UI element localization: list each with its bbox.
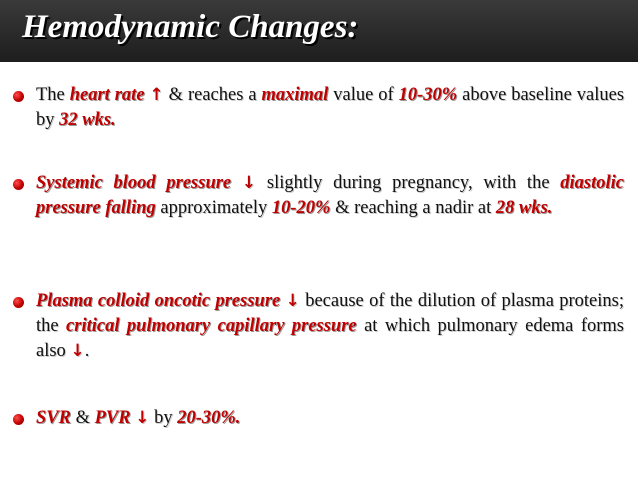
body-text: at which pulmonary edema forms also: [36, 316, 624, 361]
emphasis-text: SVR: [36, 408, 71, 428]
bullet-dot-icon: [13, 414, 24, 425]
emphasis-text: PVR: [94, 408, 131, 428]
arrow-icon: ↓: [135, 408, 150, 428]
body-text: & reaching a nadir at: [330, 198, 496, 218]
bullet-dot-icon: [13, 91, 24, 102]
body-text: &: [70, 408, 95, 428]
bullet-text: [36, 289, 624, 364]
bullet-dot-icon: [13, 179, 24, 190]
body-text: above baseline values by: [36, 85, 625, 130]
body-text: value of: [328, 85, 399, 105]
emphasis-text: critical pulmonary capillary pressure: [66, 316, 357, 336]
emphasis-text: Plasma colloid oncotic pressure: [36, 291, 281, 311]
arrow-icon: ↑: [149, 85, 164, 105]
emphasis-text: diastolic pressure falling: [36, 173, 624, 218]
slide-title: Hemodynamic Changes:: [22, 9, 359, 45]
body-text: .: [84, 341, 90, 361]
emphasis-text: 32 wks.: [59, 110, 116, 130]
bullet-text: [36, 171, 624, 221]
emphasis-text: 10-20%: [271, 198, 331, 218]
body-text: & reaches a: [163, 85, 262, 105]
bullet-dot-icon: [13, 297, 24, 308]
body-text: [231, 173, 242, 193]
body-text: The: [36, 85, 70, 105]
emphasis-text: 10-30%: [398, 85, 458, 105]
emphasis-text: 28 wks.: [495, 198, 553, 218]
body-text: by: [149, 408, 178, 428]
body-text: slightly during pregnancy, with the: [256, 173, 561, 193]
emphasis-text: maximal: [261, 85, 329, 105]
bullet-text: [36, 83, 624, 133]
title-bar: [0, 0, 638, 62]
emphasis-text: heart rate: [69, 85, 145, 105]
arrow-icon: ↓: [241, 173, 257, 193]
emphasis-text: 20-30%.: [177, 408, 241, 428]
body-text: because of the dilution of plasma proteins; the: [36, 291, 624, 336]
arrow-icon: ↓: [285, 291, 300, 311]
emphasis-text: Systemic blood pressure: [36, 173, 232, 193]
bullet-text: [36, 406, 624, 431]
body-text: approximately: [155, 198, 272, 218]
arrow-icon: ↓: [70, 341, 85, 361]
